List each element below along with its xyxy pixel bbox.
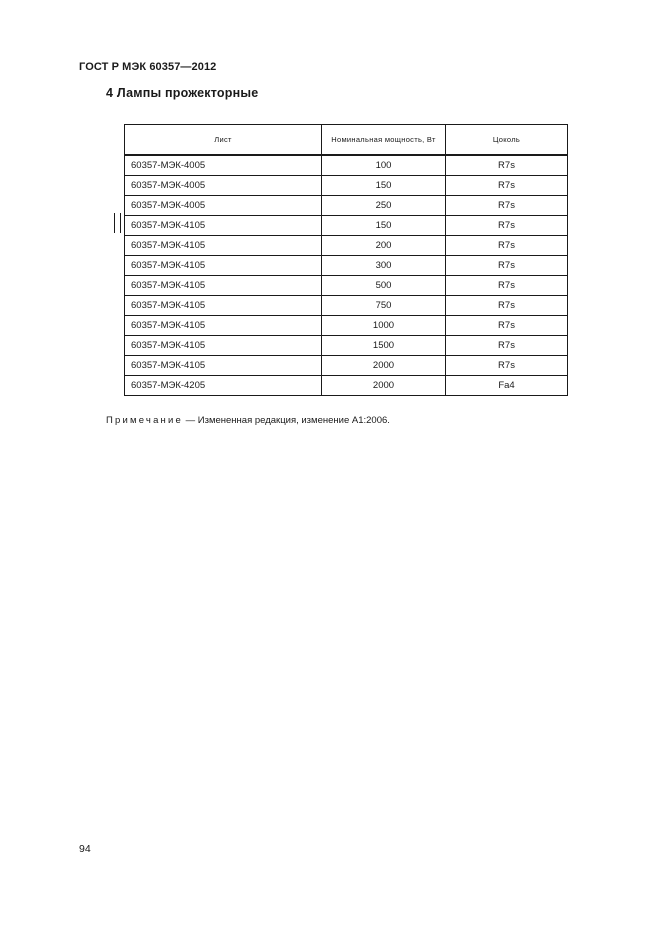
- cell-sheet: 60357-МЭК-4105: [125, 216, 322, 236]
- document-header: ГОСТ Р МЭК 60357—2012: [79, 61, 217, 73]
- cell-power: 250: [322, 196, 446, 216]
- cell-sheet: 60357-МЭК-4105: [125, 336, 322, 356]
- table-row: [125, 216, 568, 236]
- cell-sheet: 60357-МЭК-4105: [125, 316, 322, 336]
- cell-sheet: 60357-МЭК-4105: [125, 276, 322, 296]
- lamp-table: [124, 124, 568, 396]
- cell-power: 1500: [322, 336, 446, 356]
- table-row: [125, 176, 568, 196]
- table-row: [125, 236, 568, 256]
- cell-cap: R7s: [446, 176, 568, 196]
- cell-power: 100: [322, 155, 446, 176]
- cell-cap: R7s: [446, 356, 568, 376]
- table-row: [125, 276, 568, 296]
- table-row: [125, 256, 568, 276]
- note-text: — Измененная редакция, изменение А1:2006.: [183, 415, 390, 426]
- table-row: [125, 296, 568, 316]
- table-note: [106, 415, 390, 426]
- cell-cap: R7s: [446, 155, 568, 176]
- cell-power: 2000: [322, 376, 446, 396]
- cell-sheet: 60357-МЭК-4105: [125, 296, 322, 316]
- cell-sheet: 60357-МЭК-4005: [125, 155, 322, 176]
- cell-sheet: 60357-МЭК-4005: [125, 176, 322, 196]
- cell-cap: R7s: [446, 296, 568, 316]
- cell-power: 200: [322, 236, 446, 256]
- cell-cap: Fa4: [446, 376, 568, 396]
- cell-power: 150: [322, 176, 446, 196]
- column-header-power: Номинальная мощность, Вт: [322, 125, 446, 156]
- table-header-row: [125, 125, 568, 156]
- cell-cap: R7s: [446, 336, 568, 356]
- cell-cap: R7s: [446, 316, 568, 336]
- cell-sheet: 60357-МЭК-4105: [125, 256, 322, 276]
- page-number: 94: [79, 843, 91, 855]
- table-row: [125, 376, 568, 396]
- cell-cap: R7s: [446, 256, 568, 276]
- cell-power: 300: [322, 256, 446, 276]
- cell-power: 750: [322, 296, 446, 316]
- cell-cap: R7s: [446, 196, 568, 216]
- cell-sheet: 60357-МЭК-4205: [125, 376, 322, 396]
- table-row: [125, 196, 568, 216]
- table-row: [125, 316, 568, 336]
- cell-cap: R7s: [446, 236, 568, 256]
- cell-sheet: 60357-МЭК-4105: [125, 236, 322, 256]
- cell-sheet: 60357-МЭК-4105: [125, 356, 322, 376]
- cell-sheet: 60357-МЭК-4005: [125, 196, 322, 216]
- note-label: Примечание: [106, 415, 183, 426]
- table-row: [125, 336, 568, 356]
- cell-cap: R7s: [446, 276, 568, 296]
- cell-power: 500: [322, 276, 446, 296]
- section-title: 4 Лампы прожекторные: [106, 86, 259, 100]
- column-header-sheet: Лист: [125, 125, 322, 156]
- cell-power: 150: [322, 216, 446, 236]
- cell-power: 1000: [322, 316, 446, 336]
- change-marker: [114, 213, 121, 233]
- cell-power: 2000: [322, 356, 446, 376]
- table-row: [125, 155, 568, 176]
- cell-cap: R7s: [446, 216, 568, 236]
- column-header-cap: Цоколь: [446, 125, 568, 156]
- table-row: [125, 356, 568, 376]
